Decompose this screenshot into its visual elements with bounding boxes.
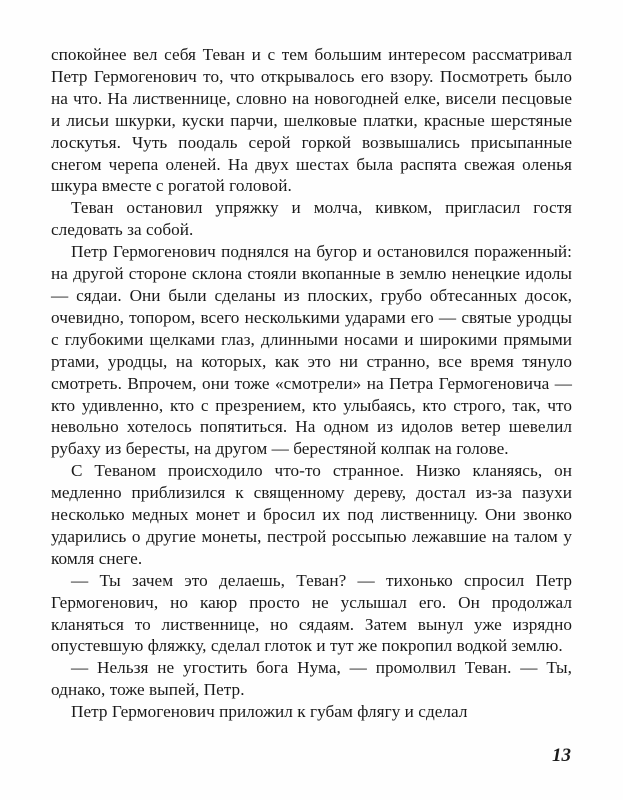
paragraph-1: спокойнее вел себя Теван и с тем большим интересом рассматривал Петр Гермогенович то, что открывалось его взору. Посмотреть было на что. На лиственнице, словно на новогодней елке, висели песцовые и лисьи шкурки, куски парчи, шелковые платки, красные шерстяные лоскутья. Чуть поодаль серой горкой возвышались присыпанные снегом черепа оленей. На двух шестах была распята свежая оленья шкура вместе с рогатой головой. <box>51 45 572 196</box>
paragraph-4: С Теваном происходило что-то странное. Низко кланяясь, он медленно приблизился к священному дереву, достал из-за пазухи несколько медных монет и бросил их под лиственницу. Они звонко ударились о другие монеты, пестрой россыпью лежавшие на талом у комля снеге. <box>51 461 572 568</box>
page-number: 13 <box>552 745 571 766</box>
paragraph-7: Петр Гермогенович приложил к губам флягу и сделал <box>71 702 468 722</box>
body-text <box>51 44 572 723</box>
paragraph-6: — Нельзя не угостить бога Нума, — промолвил Теван. — Ты, однако, тоже выпей, Петр. <box>51 658 572 700</box>
paragraph-5: — Ты зачем это делаешь, Теван? — тихонько спросил Петр Гермогенович, но каюр просто не услышал его. Он продолжал кланяться то лиственнице, но сядаям. Затем вынул уже изрядно опустевшую фляжку, сделал глоток и тут же покропил водкой землю. <box>51 570 572 656</box>
paragraph-2: Теван остановил упряжку и молча, кивком, пригласил гостя следовать за собой. <box>51 198 572 240</box>
paragraph-3: Петр Гермогенович поднялся на бугор и остановился пораженный: на другой стороне склона стояли вкопанные в землю ненецкие идолы — сядаи. Они были сделаны из плоских, грубо обтесанных досок, очевидно, топором, всего несколькими ударами его — святые уродцы с глубокими щелками глаз, длинными носами и широкими прямыми ртами, уродцы, на которых, как это ни странно, все время тянуло смотреть. Впрочем, они тоже «смотрели» на Петра Гермогеновича — кто удивленно, кто с презрением, кто улыбаясь, кто строго, так, что невольно хотелось попятиться. На одном из идолов ветер шевелил рубаху из бересты, на другом — берестяной колпак на голове. <box>51 242 572 459</box>
